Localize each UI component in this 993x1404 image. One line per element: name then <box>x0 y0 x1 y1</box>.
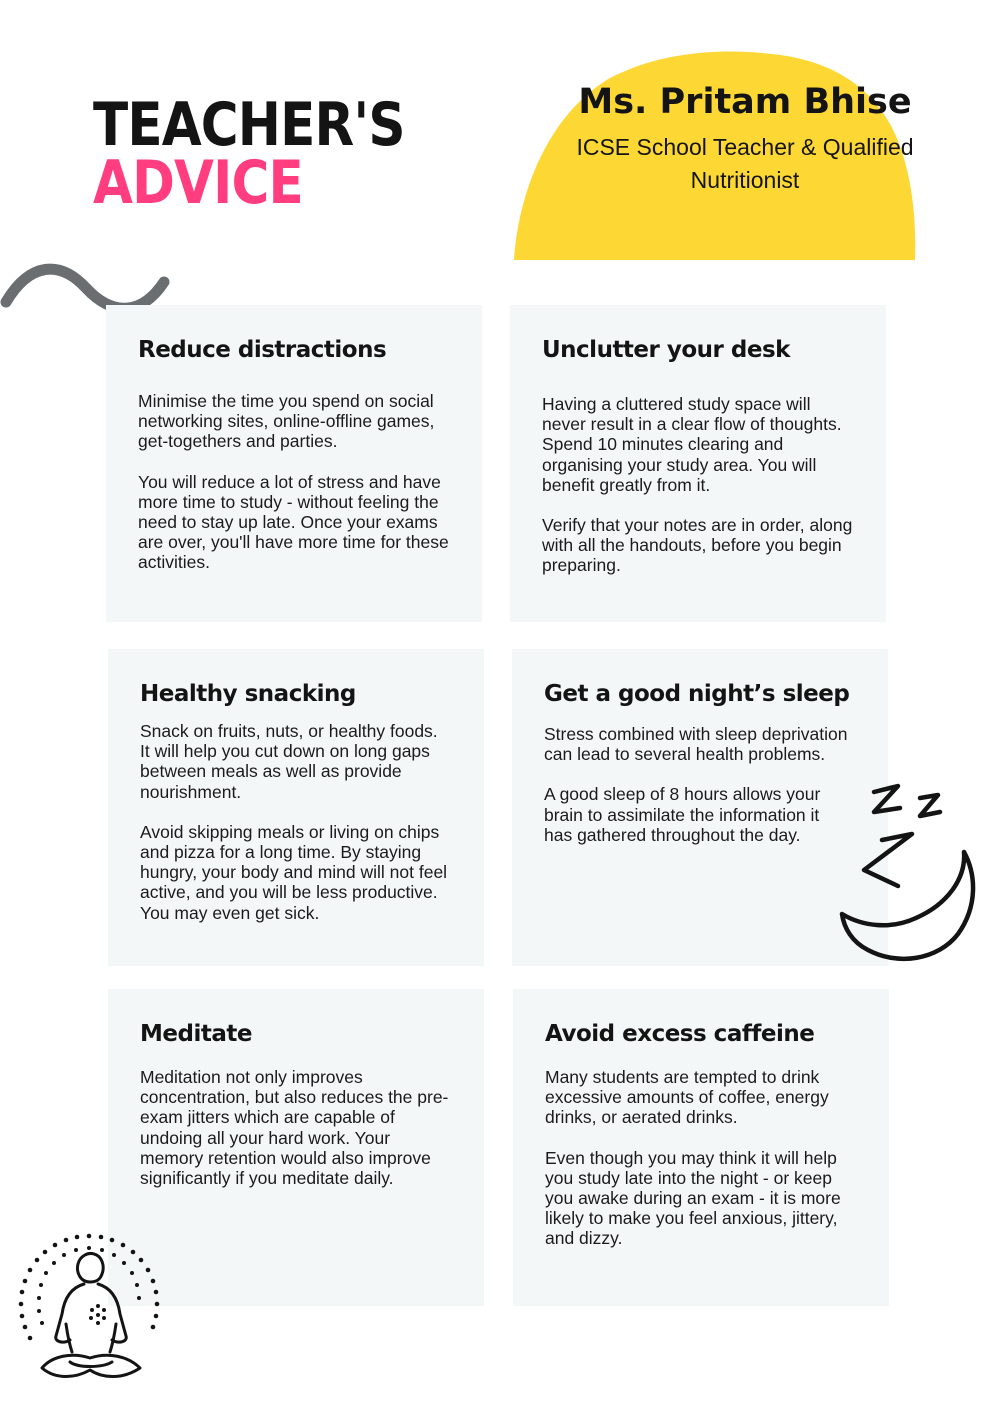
title-line-advice: ADVICE <box>93 148 303 218</box>
author-role: ICSE School Teacher & Qualified Nutritionist <box>576 134 914 193</box>
tip-card-healthy-snacking <box>108 649 484 966</box>
tip-card-good-sleep <box>512 649 888 966</box>
tip-paragraph: Snack on fruits, nuts, or healthy foods. It will help you cut down on long gaps between meals as well as provide nourishment. <box>140 721 438 802</box>
author-block <box>560 80 930 197</box>
tip-paragraph: You will reduce a lot of stress and have more time to study - without feeling the need to stay up late. Once your exams are over, you'll have more time for these activities. <box>138 471 449 573</box>
tip-heading: Get a good night’s sleep <box>544 681 850 707</box>
tip-card-reduce-distractions <box>106 305 482 622</box>
tip-heading: Healthy snacking <box>140 681 356 707</box>
tip-heading: Avoid excess caffeine <box>545 1021 815 1047</box>
tip-paragraph: Even though you may think it will help you study late into the night - or keep you awake during an exam - it is more likely to make you feel anxious, jittery, and dizzy. <box>545 1147 841 1249</box>
tip-paragraph: Minimise the time you spend on social networking sites, online-offline games, get-togethers and parties. <box>138 391 435 452</box>
tip-paragraph: Verify that your notes are in order, along with all the handouts, before you begin preparing. <box>542 515 853 576</box>
tip-card-unclutter-desk <box>510 305 886 622</box>
tip-paragraph: Stress combined with sleep deprivation can lead to several health problems. <box>544 724 848 765</box>
moon-zzz-icon <box>838 782 988 966</box>
page-title <box>93 90 405 218</box>
tip-paragraph: Having a cluttered study space will never result in a clear flow of thoughts. Spend 10 minutes clearing and organising your study area. You will benefit greatly from it. <box>542 394 842 495</box>
author-name: Ms. Pritam Bhise <box>578 82 912 122</box>
tip-paragraph: Meditation not only improves concentration, but also reduces the pre-exam jitters which are capable of undoing all your hard work. Your memory retention would also improve significantly if you meditate daily. <box>140 1067 449 1189</box>
tip-paragraph: Many students are tempted to drink excessive amounts of coffee, energy drinks, or aerated drinks. <box>545 1067 829 1128</box>
tip-paragraph: A good sleep of 8 hours allows your brain to assimilate the information it has gathered throughout the day. <box>544 784 821 845</box>
title-line-teachers: TEACHER'S <box>93 90 405 160</box>
tip-card-avoid-caffeine <box>513 989 889 1306</box>
meditating-person-icon <box>12 1228 166 1388</box>
tip-paragraph: Avoid skipping meals or living on chips and pizza for a long time. By staying hungry, your body and mind will not feel active, and you will be less productive. You may even get sick. <box>140 821 448 923</box>
tip-heading: Reduce distractions <box>138 337 387 363</box>
tip-heading: Unclutter your desk <box>542 337 790 363</box>
tip-heading: Meditate <box>140 1021 252 1047</box>
